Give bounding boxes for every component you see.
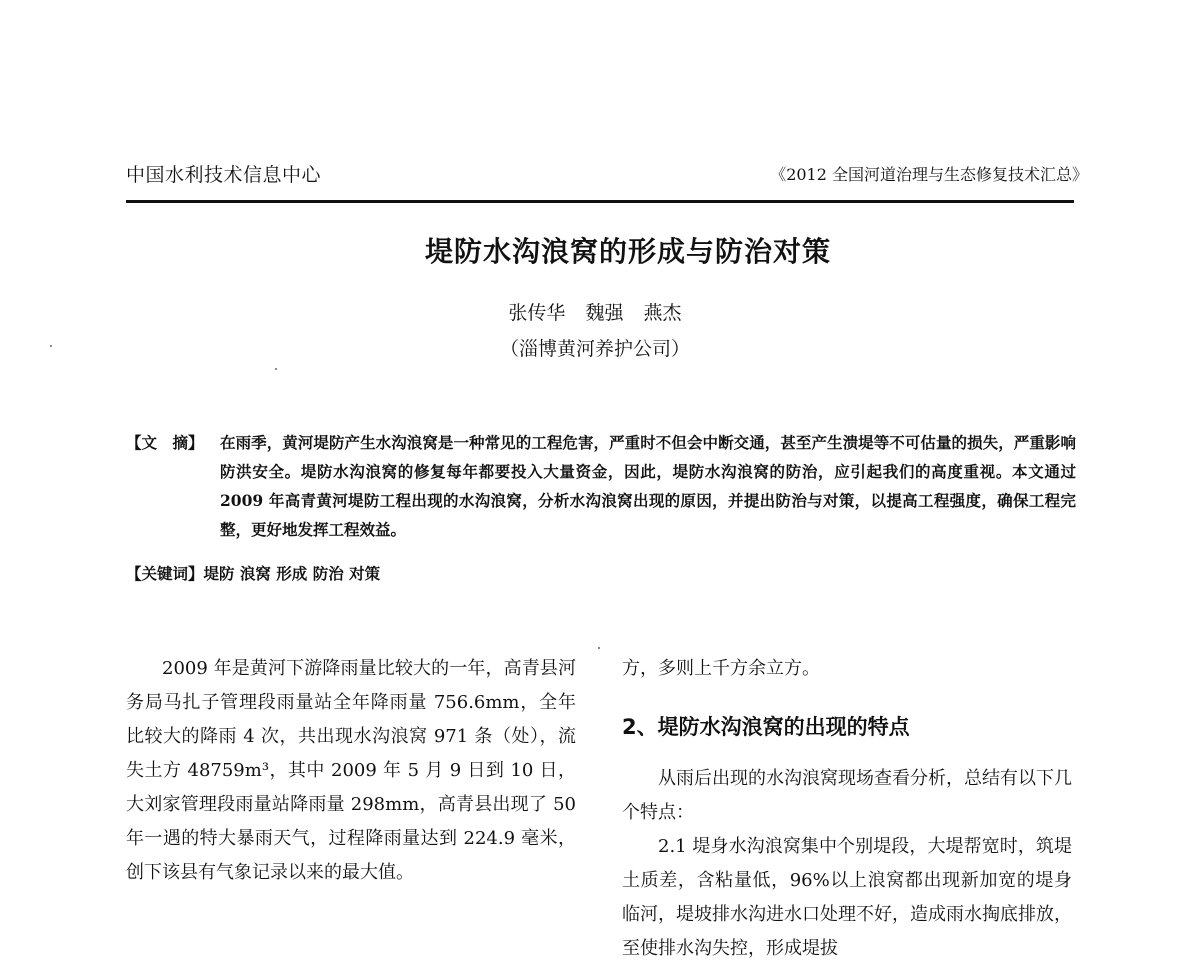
scan-speck [50, 345, 52, 347]
scan-speck [598, 647, 600, 649]
body-column-left [126, 652, 576, 890]
abstract-block [126, 428, 1076, 544]
running-header-publisher: 中国水利技术信息中心 [126, 164, 322, 186]
article-title: 堤防水沟浪窝的形成与防治对策 [424, 235, 831, 268]
section-heading: 2、堤防水沟浪窝的出现的特点 [622, 715, 910, 739]
author-name: 张传华 [508, 302, 566, 324]
body-column-right [622, 652, 1072, 966]
author-name: 魏强 [585, 302, 624, 324]
body-paragraph-continuation: 方，多则上千方余立方。 [622, 658, 820, 679]
scan-speck [275, 368, 277, 370]
body-paragraph: 2009 年是黄河下游降雨量比较大的一年，高青县河务局马扎子管理段雨量站全年降雨量 756.6mm，全年比较大的降雨 4 次，共出现水沟浪窝 971 条（处），流失土方 48759m³，其中 2009 年 5 月 9 日到 10 日，大刘家管理段雨量站降雨量 298mm，高青县出现了 50 年一遇的特大暴雨天气，过程降雨量达到 224.9 毫米，创下该县有气象记录以来的最大值。 [126, 658, 576, 883]
body-paragraph: 2.1 堤身水沟浪窝集中个别堤段，大堤帮宽时，筑堤土质差，含粘量低，96%以上浪窝都出现新加宽的堤身临河，堤坡排水沟进水口处理不好，造成雨水掏底排放，至使排水沟失控，形成堤拔 [622, 836, 1072, 959]
author-name: 燕杰 [643, 302, 682, 324]
running-header-collection: 《2012 全国河道治理与生态修复技术汇总》 [770, 165, 1088, 184]
author-list [0, 298, 1190, 325]
abstract-label: 【文 摘】 [126, 433, 204, 452]
abstract-text: 在雨季，黄河堤防产生水沟浪窝是一种常见的工程危害，严重时不但会中断交通，甚至产生溃堤等不可估量的损失，严重影响防洪安全。堤防水沟浪窝的修复每年都要投入大量资金，因此，堤防水沟浪窝的防治，应引起我们的高度重视。本文通过 2009 年高青黄河堤防工程出现的水沟浪窝，分析水沟浪窝出现的原因，并提出防治与对策，以提高工程强度，确保工程完整，更好地发挥工程效益。 [220, 433, 1076, 539]
header-rule [126, 200, 1074, 203]
keywords-line [126, 562, 380, 584]
author-affiliation: （淄博黄河养护公司） [499, 338, 690, 360]
keywords-label: 【关键词】 [126, 564, 204, 583]
body-paragraph: 从雨后出现的水沟浪窝现场查看分析，总结有以下几个特点： [622, 768, 1072, 823]
keywords-text: 堤防 浪窝 形成 防治 对策 [203, 564, 381, 583]
